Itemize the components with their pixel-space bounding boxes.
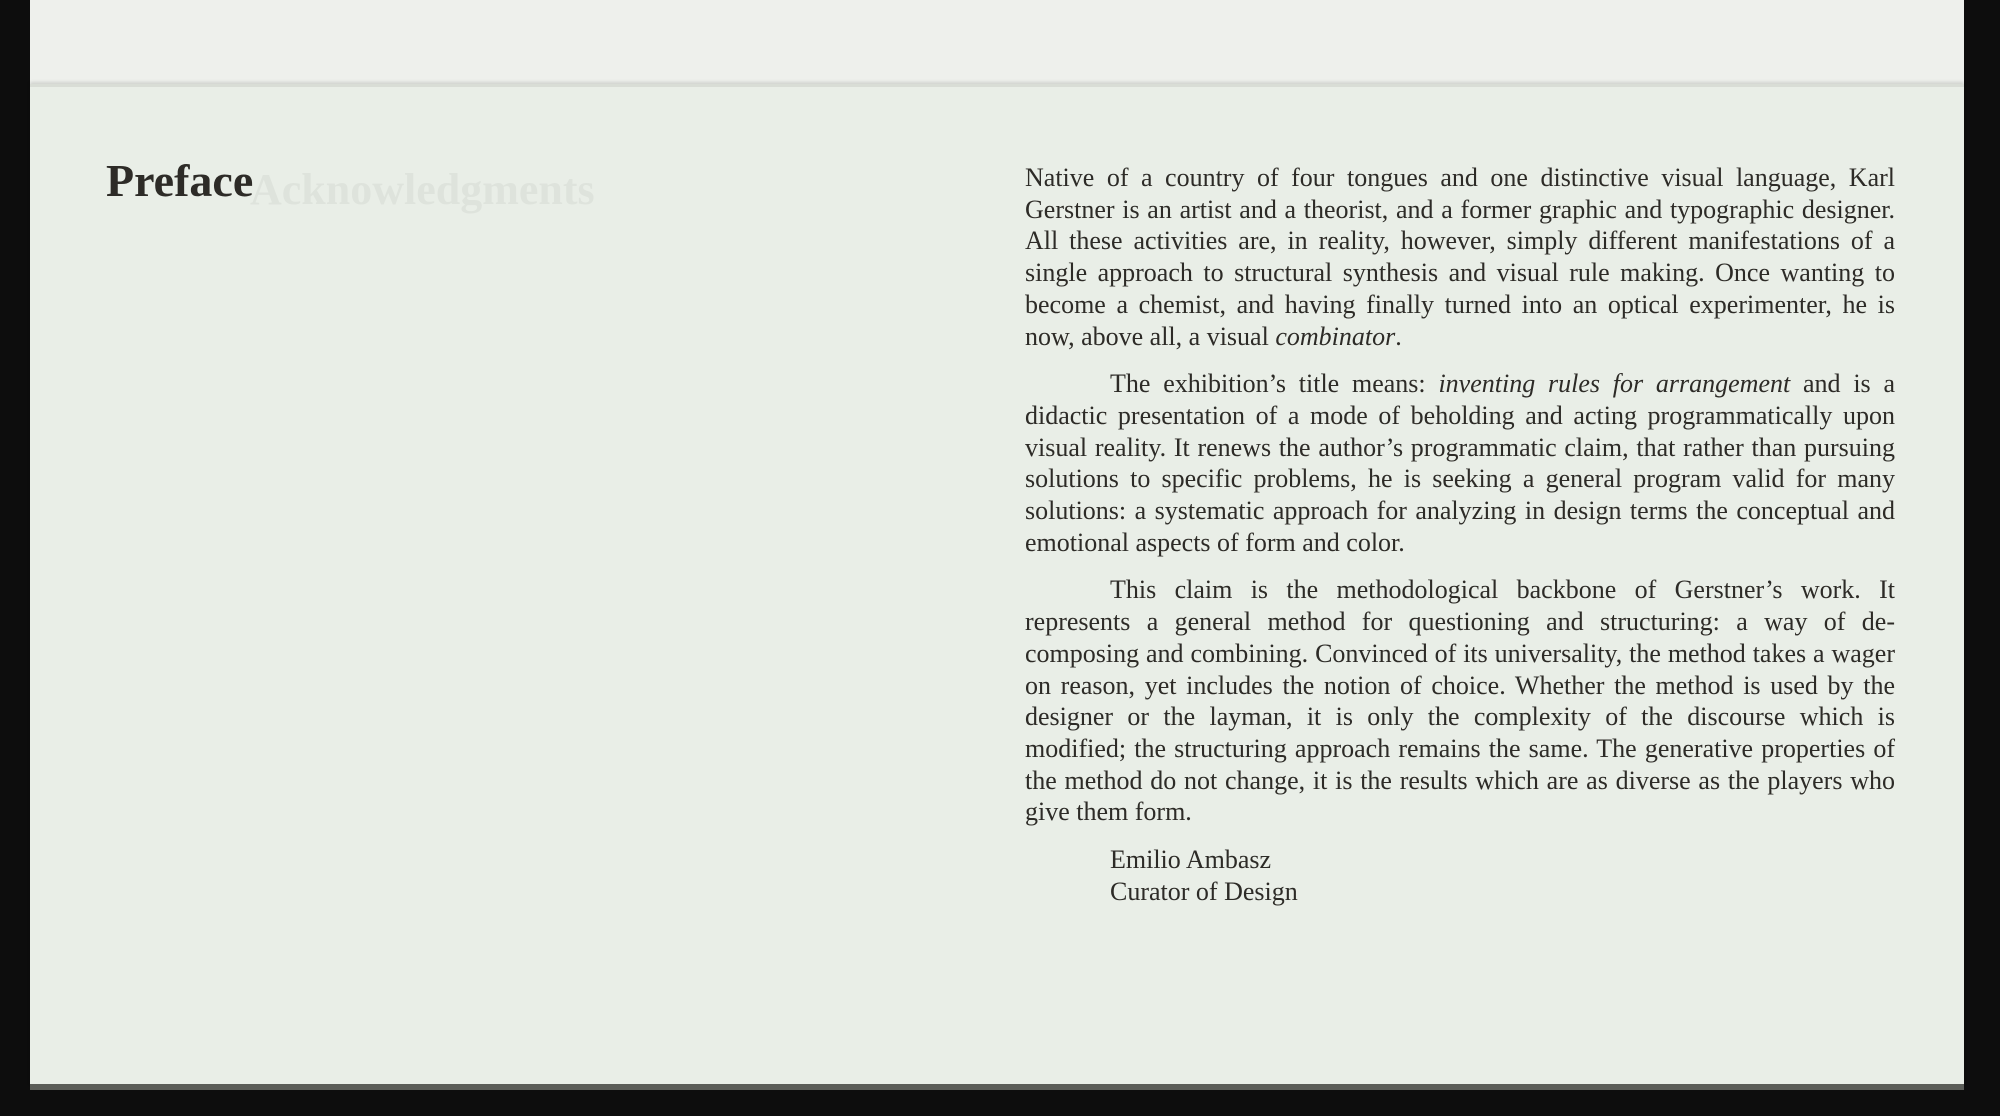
show-through-text: Acknowledgments	[250, 165, 595, 214]
paragraph-1-end: .	[1395, 321, 1402, 351]
paragraph-2-text: The exhibition’s title means:	[1110, 369, 1439, 399]
page-bottom-edge	[30, 1084, 1964, 1090]
paragraph-2	[1025, 368, 1895, 558]
page-title: Preface	[106, 155, 254, 206]
paragraph-1-emphasis: combinator	[1275, 321, 1396, 351]
signature-title: Curator of Design	[1110, 876, 1298, 906]
previous-page-edge	[30, 0, 1964, 90]
paragraph-1-text: Native of a country of four tongues and one distinctive visual language, Karl Gerstner is an artist and a theorist, and a former graphic and typographic designer. All these activities are, in reality, however, simply different manifestations of a single approach to structural synthesis and visual rule making. Once wanting to become a chemist, and having finally turned into an optical experimenter, he is now, above all, a visual	[1025, 163, 1895, 351]
paragraph-2-emphasis: inventing rules for arrangement	[1438, 369, 1791, 399]
paragraph-2-end: and is a didactic presentation of a mode of beholding and acting programmatically upon visual reality. It renews the author’s programmatic claim, that rather than pursuing solutions to specific problems, he is seeking a general program valid for many solutions: a systematic approach for analyzing in design terms the conceptual and emotional aspects of form and color.	[1025, 369, 1896, 557]
signature-name: Emilio Ambasz	[1110, 845, 1272, 875]
signature-block	[1110, 844, 1895, 907]
preface-body	[1025, 162, 1895, 907]
paragraph-3	[1025, 574, 1895, 828]
paragraph-3-text: This claim is the methodological backbone of Gerstner’s work. It represents a general method for questioning and structuring: a way of de-composing and combining. Convinced of its universality, the method takes a wager on reason, yet includes the notion of choice. Whether the method is used by the designer or the layman, it is only the complexity of the discourse which is modified; the structuring approach remains the same. The generative properties of the method do not change, it is the results which are as diverse as the players who give them form.	[1025, 575, 1895, 827]
paragraph-1	[1025, 162, 1895, 352]
